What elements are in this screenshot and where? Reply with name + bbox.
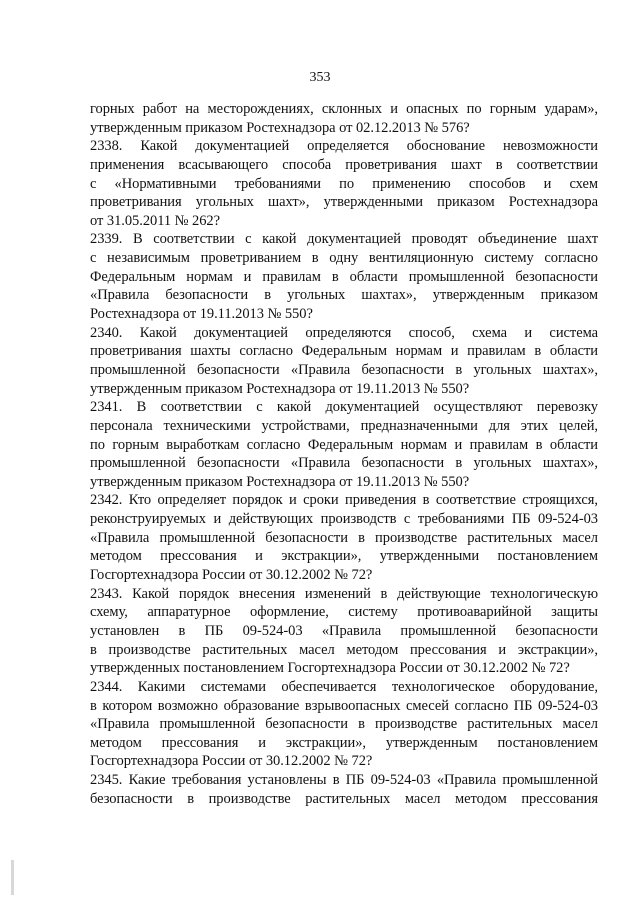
text-line: установлен в ПБ 09-524-03 «Правила промышленной безопасности: [90, 622, 598, 639]
text-line: методом прессования и экстракции», утвержденными постановлением: [90, 548, 598, 565]
text-line: 2339. В соответствии с какой документацией проводят объединение шахт: [90, 231, 598, 248]
text-line: Федеральным нормам и правилам в области промышленной безопасности: [90, 268, 598, 285]
text-line: проветривания шахты согласно Федеральным нормам и правилам в области: [90, 343, 598, 360]
text-line: 2342. Кто определяет порядок и сроки приведения в соответствие строящихся,: [90, 492, 598, 509]
text-line: 2343. Какой порядок внесения изменений в действующие технологическую: [90, 585, 598, 602]
text-line: от 31.05.2011 № 262?: [90, 212, 221, 229]
text-line: персонала техническими устройствами, предназначенными для этих целей,: [90, 417, 598, 434]
text-line: «Правила безопасности в угольных шахтах», утвержденным приказом: [90, 287, 598, 304]
text-line: промышленной безопасности «Правила безопасности в угольных шахтах»,: [90, 455, 598, 472]
text-line: утвержденным приказом Ростехнадзора от 02.12.2013 № 576?: [90, 119, 470, 136]
text-line: 2340. Какой документацией определяются способ, схема и система: [90, 324, 598, 341]
text-line: безопасности в производстве растительных масел методом прессования: [90, 790, 598, 807]
text-line: с независимым проветриванием в одну вентиляционную систему согласно: [90, 250, 598, 267]
page-number: 353: [309, 70, 331, 85]
text-line: 2338. Какой документацией определяется обоснование невозможности: [90, 138, 598, 155]
text-line: Госгортехнадзора России от 30.12.2002 № 72?: [90, 753, 373, 770]
text-line: «Правила промышленной безопасности в производстве растительных масел: [90, 529, 598, 546]
text-line: Госгортехнадзора России от 30.12.2002 № 72?: [90, 567, 373, 584]
text-line: утвержденным приказом Ростехнадзора от 19.11.2013 № 550?: [90, 380, 470, 397]
text-line: промышленной безопасности «Правила безопасности в угольных шахтах»,: [90, 361, 598, 378]
text-line: методом прессования и экстракции», утвержденным постановлением: [90, 734, 598, 751]
text-line: в котором возможно образование взрывоопасных смесей согласно ПБ 09-524-03: [90, 697, 598, 714]
text-line: утвержденных постановлением Госгортехнадзора России от 30.12.2002 № 72?: [90, 660, 570, 677]
text-line: 2345. Какие требования установлены в ПБ 09-524-03 «Правила промышленной: [90, 772, 598, 789]
text-line: схему, аппаратурное оформление, систему противоаварийной защиты: [90, 604, 598, 621]
text-line: утвержденным приказом Ростехнадзора от 19.11.2013 № 550?: [90, 473, 470, 490]
scan-edge-mark: [11, 860, 14, 895]
text-line: проветривания угольных шахт», утвержденными приказом Ростехнадзора: [90, 194, 598, 211]
text-line: в производстве растительных масел методом прессования и экстракции»,: [90, 641, 598, 658]
text-line: горных работ на месторождениях, склонных и опасных по горным ударам»,: [90, 101, 598, 117]
text-line: по горным выработкам согласно Федеральным нормам и правилам в области: [90, 436, 598, 453]
body-text: [90, 100, 598, 808]
text-line: с «Нормативными требованиями по применению способов и схем: [90, 175, 598, 192]
text-line: применения всасывающего способа проветривания шахт в соответствии: [90, 156, 598, 173]
text-line: Ростехнадзора от 19.11.2013 № 550?: [90, 306, 313, 323]
text-line: реконструируемых и действующих производств с требованиями ПБ 09-524-03: [90, 511, 598, 528]
text-line: 2341. В соответствии с какой документацией осуществляют перевозку: [90, 399, 598, 416]
text-line: «Правила промышленной безопасности в производстве растительных масел: [90, 716, 598, 733]
text-line: 2344. Какими системами обеспечивается технологическое оборудование,: [90, 678, 598, 695]
